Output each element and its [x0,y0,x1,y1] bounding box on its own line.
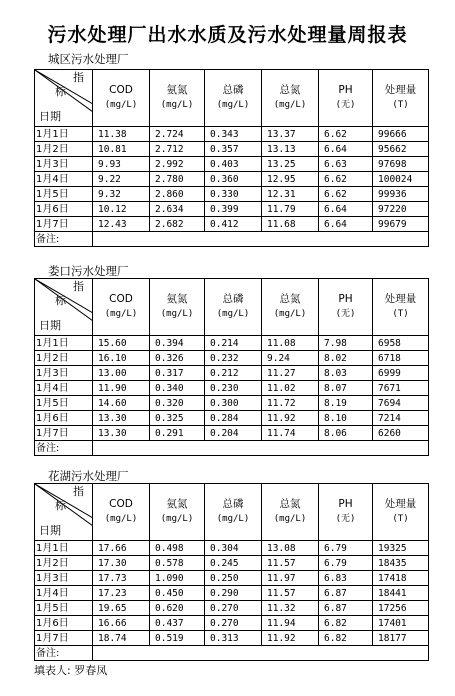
table-row [35,351,429,366]
note-label: 备注: [35,646,93,661]
value-cell: 13.30 [93,411,150,426]
column-header [319,484,373,541]
value-cell: 13.13 [262,142,319,157]
value-cell: 6958 [373,336,429,351]
date-cell: 1月4日 [35,586,93,601]
value-cell: 0.313 [205,631,262,646]
value-cell: 11.97 [262,571,319,586]
value-cell: 6.64 [319,217,373,232]
column-name: PH [338,293,353,305]
value-cell: 18177 [373,631,429,646]
note-cell [93,232,429,247]
table-row [35,172,429,187]
column-name: 总氮 [279,84,301,96]
value-cell: 7671 [373,381,429,396]
note-label: 备注: [35,441,93,456]
column-unit: (mg/L) [273,100,307,110]
column-unit: (T) [392,514,409,524]
value-cell: 2.724 [150,127,205,142]
column-header [150,279,205,336]
value-cell: 7214 [373,411,429,426]
value-cell: 17256 [373,601,429,616]
value-cell: 2.682 [150,217,205,232]
value-cell: 13.25 [262,157,319,172]
column-header [93,484,150,541]
corner-label: 指 [73,485,84,498]
value-cell: 9.32 [93,187,150,202]
value-cell: 0.498 [150,541,205,556]
column-name: 氨氮 [166,498,188,510]
value-cell: 15.60 [93,336,150,351]
value-cell: 9.93 [93,157,150,172]
table-row [35,336,429,351]
value-cell: 11.08 [262,336,319,351]
column-unit: (无) [335,100,356,110]
column-unit: (mg/L) [104,100,138,110]
header-row [35,279,429,336]
value-cell: 13.30 [93,426,150,441]
header-row [35,70,429,127]
column-unit: (mg/L) [160,100,194,110]
value-cell: 7.98 [319,336,373,351]
date-cell: 1月2日 [35,142,93,157]
value-cell: 12.95 [262,172,319,187]
value-cell: 11.57 [262,586,319,601]
date-cell: 1月3日 [35,157,93,172]
value-cell: 0.214 [205,336,262,351]
table-row [35,601,429,616]
date-cell: 1月2日 [35,556,93,571]
date-cell: 1月7日 [35,631,93,646]
value-cell: 17.30 [93,556,150,571]
report-title: 污水处理厂出水水质及污水处理量周报表 [47,24,408,46]
value-cell: 99936 [373,187,429,202]
date-cell: 1月5日 [35,187,93,202]
column-unit: (mg/L) [160,309,194,319]
column-name: COD [109,293,133,305]
column-name: 处理量 [384,293,417,305]
value-cell: 0.412 [205,217,262,232]
column-name: PH [338,84,353,96]
corner-label: 日期 [39,524,61,537]
column-name: 总氮 [279,498,301,510]
note-row [35,441,429,456]
value-cell: 0.304 [205,541,262,556]
value-cell: 0.330 [205,187,262,202]
corner-label: 标 [55,499,66,512]
value-cell: 18435 [373,556,429,571]
value-cell: 11.27 [262,366,319,381]
value-cell: 11.68 [262,217,319,232]
date-cell: 1月7日 [35,426,93,441]
column-header [262,70,319,127]
column-header [205,70,262,127]
value-cell: 18441 [373,586,429,601]
date-cell: 1月5日 [35,601,93,616]
column-unit: (mg/L) [273,309,307,319]
date-cell: 1月1日 [35,127,93,142]
value-cell: 7694 [373,396,429,411]
column-name: COD [109,498,133,510]
value-cell: 0.340 [150,381,205,396]
column-header [150,484,205,541]
table-row [35,411,429,426]
value-cell: 0.230 [205,381,262,396]
value-cell: 6.82 [319,616,373,631]
date-cell: 1月3日 [35,366,93,381]
column-header [373,484,429,541]
value-cell: 10.81 [93,142,150,157]
value-cell: 2.780 [150,172,205,187]
value-cell: 6718 [373,351,429,366]
table-row [35,541,429,556]
column-name: 氨氮 [166,293,188,305]
value-cell: 10.12 [93,202,150,217]
value-cell: 6.83 [319,571,373,586]
value-cell: 2.860 [150,187,205,202]
value-cell: 9.24 [262,351,319,366]
value-cell: 6.64 [319,142,373,157]
value-cell: 95662 [373,142,429,157]
value-cell: 0.317 [150,366,205,381]
table-row [35,366,429,381]
column-unit: (T) [392,100,409,110]
value-cell: 99679 [373,217,429,232]
value-cell: 11.38 [93,127,150,142]
column-unit: (mg/L) [216,100,250,110]
table-row [35,187,429,202]
value-cell: 13.08 [262,541,319,556]
note-label: 备注: [35,232,93,247]
corner-label: 标 [55,294,66,307]
corner-label: 标 [55,85,66,98]
value-cell: 8.02 [319,351,373,366]
value-cell: 0.245 [205,556,262,571]
value-cell: 0.270 [205,616,262,631]
note-row [35,646,429,661]
column-header [93,70,150,127]
value-cell: 2.992 [150,157,205,172]
value-cell: 17401 [373,616,429,631]
table-row [35,586,429,601]
column-unit: (mg/L) [216,514,250,524]
value-cell: 9.22 [93,172,150,187]
value-cell: 6.87 [319,601,373,616]
value-cell: 6.79 [319,541,373,556]
table-row [35,396,429,411]
column-unit: (mg/L) [104,514,138,524]
table-row [35,217,429,232]
value-cell: 6999 [373,366,429,381]
column-name: PH [338,498,353,510]
value-cell: 0.212 [205,366,262,381]
value-cell: 97698 [373,157,429,172]
value-cell: 16.10 [93,351,150,366]
note-cell [93,646,429,661]
value-cell: 17.23 [93,586,150,601]
value-cell: 6.63 [319,157,373,172]
value-cell: 0.290 [205,586,262,601]
value-cell: 0.326 [150,351,205,366]
value-cell: 14.60 [93,396,150,411]
table-row [35,616,429,631]
column-header [205,484,262,541]
column-header [205,279,262,336]
value-cell: 0.620 [150,601,205,616]
column-header [319,70,373,127]
date-cell: 1月1日 [35,336,93,351]
value-cell: 12.31 [262,187,319,202]
value-cell: 19325 [373,541,429,556]
value-cell: 11.32 [262,601,319,616]
value-cell: 11.92 [262,631,319,646]
value-cell: 6.64 [319,202,373,217]
value-cell: 13.37 [262,127,319,142]
value-cell: 11.74 [262,426,319,441]
column-header [150,70,205,127]
value-cell: 99666 [373,127,429,142]
value-cell: 6.79 [319,556,373,571]
value-cell: 6260 [373,426,429,441]
column-header [262,484,319,541]
date-cell: 1月1日 [35,541,93,556]
column-unit: (mg/L) [104,309,138,319]
column-unit: (T) [392,309,409,319]
value-cell: 8.06 [319,426,373,441]
value-cell: 0.519 [150,631,205,646]
column-name: 氨氮 [166,84,188,96]
value-cell: 11.90 [93,381,150,396]
value-cell: 2.634 [150,202,205,217]
table-loukou [34,278,429,456]
column-unit: (mg/L) [160,514,194,524]
value-cell: 0.403 [205,157,262,172]
column-name: 处理量 [384,84,417,96]
value-cell: 8.03 [319,366,373,381]
date-cell: 1月6日 [35,616,93,631]
value-cell: 6.62 [319,172,373,187]
column-name: 总氮 [279,293,301,305]
value-cell: 16.66 [93,616,150,631]
column-name: 总磷 [222,84,244,96]
table-row [35,556,429,571]
corner-label: 指 [73,71,84,84]
table-row [35,381,429,396]
value-cell: 2.712 [150,142,205,157]
value-cell: 0.450 [150,586,205,601]
value-cell: 0.232 [205,351,262,366]
value-cell: 0.437 [150,616,205,631]
note-row [35,232,429,247]
date-cell: 1月4日 [35,381,93,396]
date-cell: 1月4日 [35,172,93,187]
value-cell: 0.250 [205,571,262,586]
value-cell: 0.270 [205,601,262,616]
corner-header-cell [35,279,93,336]
date-cell: 1月7日 [35,217,93,232]
value-cell: 19.65 [93,601,150,616]
column-unit: (mg/L) [216,309,250,319]
value-cell: 11.92 [262,411,319,426]
value-cell: 13.00 [93,366,150,381]
column-unit: (无) [335,514,356,524]
date-cell: 1月3日 [35,571,93,586]
table-row [35,127,429,142]
corner-label: 日期 [39,110,61,123]
value-cell: 97220 [373,202,429,217]
value-cell: 12.43 [93,217,150,232]
value-cell: 11.02 [262,381,319,396]
column-unit: (无) [335,309,356,319]
value-cell: 18.74 [93,631,150,646]
value-cell: 1.090 [150,571,205,586]
value-cell: 11.79 [262,202,319,217]
table-row [35,157,429,172]
value-cell: 0.360 [205,172,262,187]
table-huahu [34,483,429,661]
section-label-huahu: 花湖污水处理厂 [48,469,129,483]
value-cell: 6.87 [319,586,373,601]
value-cell: 0.357 [205,142,262,157]
section-label-loukou: 娄口污水处理厂 [48,264,129,278]
value-cell: 17.66 [93,541,150,556]
value-cell: 0.343 [205,127,262,142]
value-cell: 0.291 [150,426,205,441]
value-cell: 0.399 [205,202,262,217]
value-cell: 6.62 [319,127,373,142]
value-cell: 8.19 [319,396,373,411]
column-unit: (mg/L) [273,514,307,524]
value-cell: 6.62 [319,187,373,202]
column-header [262,279,319,336]
column-header [93,279,150,336]
value-cell: 11.57 [262,556,319,571]
value-cell: 17418 [373,571,429,586]
value-cell: 8.07 [319,381,373,396]
column-name: 总磷 [222,293,244,305]
corner-header-cell [35,70,93,127]
value-cell: 11.72 [262,396,319,411]
date-cell: 1月5日 [35,396,93,411]
value-cell: 0.300 [205,396,262,411]
note-cell [93,441,429,456]
column-name: 处理量 [384,498,417,510]
table-chengqu [34,69,429,247]
filler-signature: 填表人: 罗春凤 [34,664,108,677]
table-row [35,426,429,441]
value-cell: 100024 [373,172,429,187]
value-cell: 17.73 [93,571,150,586]
date-cell: 1月2日 [35,351,93,366]
corner-header-cell [35,484,93,541]
value-cell: 0.394 [150,336,205,351]
value-cell: 0.204 [205,426,262,441]
value-cell: 8.10 [319,411,373,426]
header-row [35,484,429,541]
date-cell: 1月6日 [35,411,93,426]
corner-label: 日期 [39,319,61,332]
value-cell: 0.320 [150,396,205,411]
value-cell: 0.284 [205,411,262,426]
value-cell: 11.94 [262,616,319,631]
section-label-chengqu: 城区污水处理厂 [48,52,129,66]
table-row [35,142,429,157]
column-name: COD [109,84,133,96]
value-cell: 0.578 [150,556,205,571]
column-header [319,279,373,336]
column-header [373,279,429,336]
column-header [373,70,429,127]
table-row [35,631,429,646]
table-row [35,571,429,586]
date-cell: 1月6日 [35,202,93,217]
value-cell: 6.82 [319,631,373,646]
value-cell: 0.325 [150,411,205,426]
column-name: 总磷 [222,498,244,510]
table-row [35,202,429,217]
corner-label: 指 [73,280,84,293]
